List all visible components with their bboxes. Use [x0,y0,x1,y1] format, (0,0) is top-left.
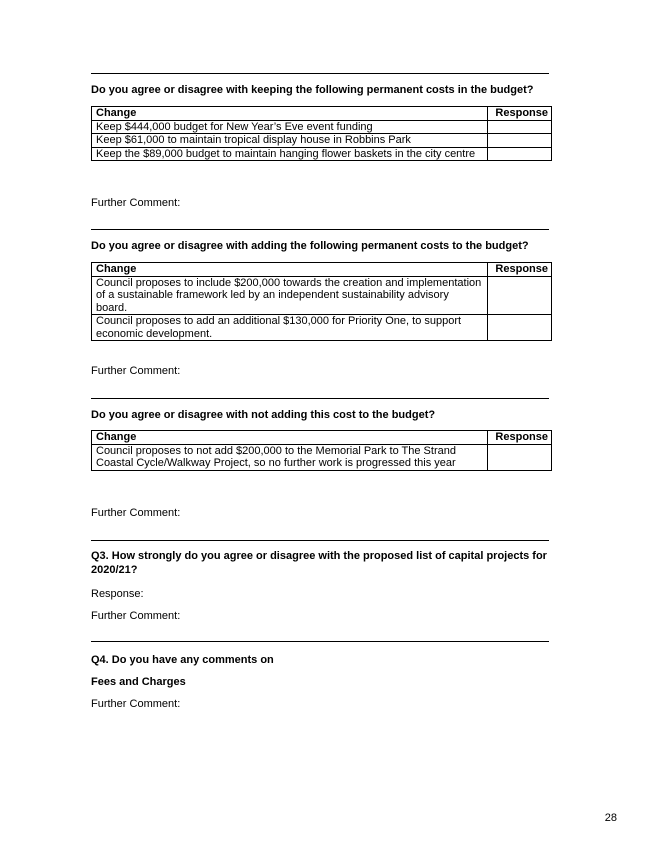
table-row [92,134,552,148]
header-change: Change [92,431,488,445]
divider-line [91,641,549,642]
header-change: Change [92,107,488,121]
q3-question: Q3. How strongly do you agree or disagree with the proposed list of capital projects for 2020/21? [91,550,547,576]
section1-table [91,106,552,161]
response-cell[interactable] [488,276,552,315]
response-cell[interactable] [488,315,552,341]
table-header-row [92,263,552,277]
change-cell: Keep the $89,000 budget to maintain hanging flower baskets in the city centre [92,147,488,161]
header-change: Change [92,263,488,277]
q4-subheading: Fees and Charges [91,676,186,688]
header-response: Response [488,431,552,445]
further-comment-label: Further Comment: [91,698,181,710]
further-comment-label: Further Comment: [91,507,181,519]
further-comment-label: Further Comment: [91,610,181,622]
section3-table [91,430,552,471]
table-row [92,315,552,341]
q4-question: Q4. Do you have any comments on [91,654,274,666]
table-header-row [92,107,552,121]
divider-line [91,229,549,230]
section2-question: Do you agree or disagree with adding the following permanent costs to the budget? [91,240,529,252]
table-row [92,147,552,161]
change-cell: Council proposes to not add $200,000 to the Memorial Park to The Strand Coastal Cycle/Walkway Project, so no further work is progressed this year [92,444,488,470]
further-comment-label: Further Comment: [91,365,181,377]
page-number: 28 [604,812,617,824]
section2-table [91,262,552,341]
change-cell: Keep $61,000 to maintain tropical display house in Robbins Park [92,134,488,148]
change-cell: Council proposes to include $200,000 towards the creation and implementation of a sustainable framework led by an independent sustainability advisory board. [92,276,488,315]
section1-question: Do you agree or disagree with keeping the following permanent costs in the budget? [91,84,534,96]
divider-line [91,73,549,74]
table-header-row [92,431,552,445]
divider-line [91,398,549,399]
response-label: Response: [91,588,144,600]
response-cell[interactable] [488,147,552,161]
table-row [92,444,552,470]
further-comment-label: Further Comment: [91,197,181,209]
response-cell[interactable] [488,134,552,148]
section3-question: Do you agree or disagree with not adding this cost to the budget? [91,409,436,421]
header-response: Response [488,107,552,121]
response-cell[interactable] [488,120,552,134]
table-row [92,276,552,315]
table-row [92,120,552,134]
change-cell: Keep $444,000 budget for New Year’s Eve event funding [92,120,488,134]
change-cell: Council proposes to add an additional $130,000 for Priority One, to support economic development. [92,315,488,341]
divider-line [91,540,549,541]
response-cell[interactable] [488,444,552,470]
header-response: Response [488,263,552,277]
